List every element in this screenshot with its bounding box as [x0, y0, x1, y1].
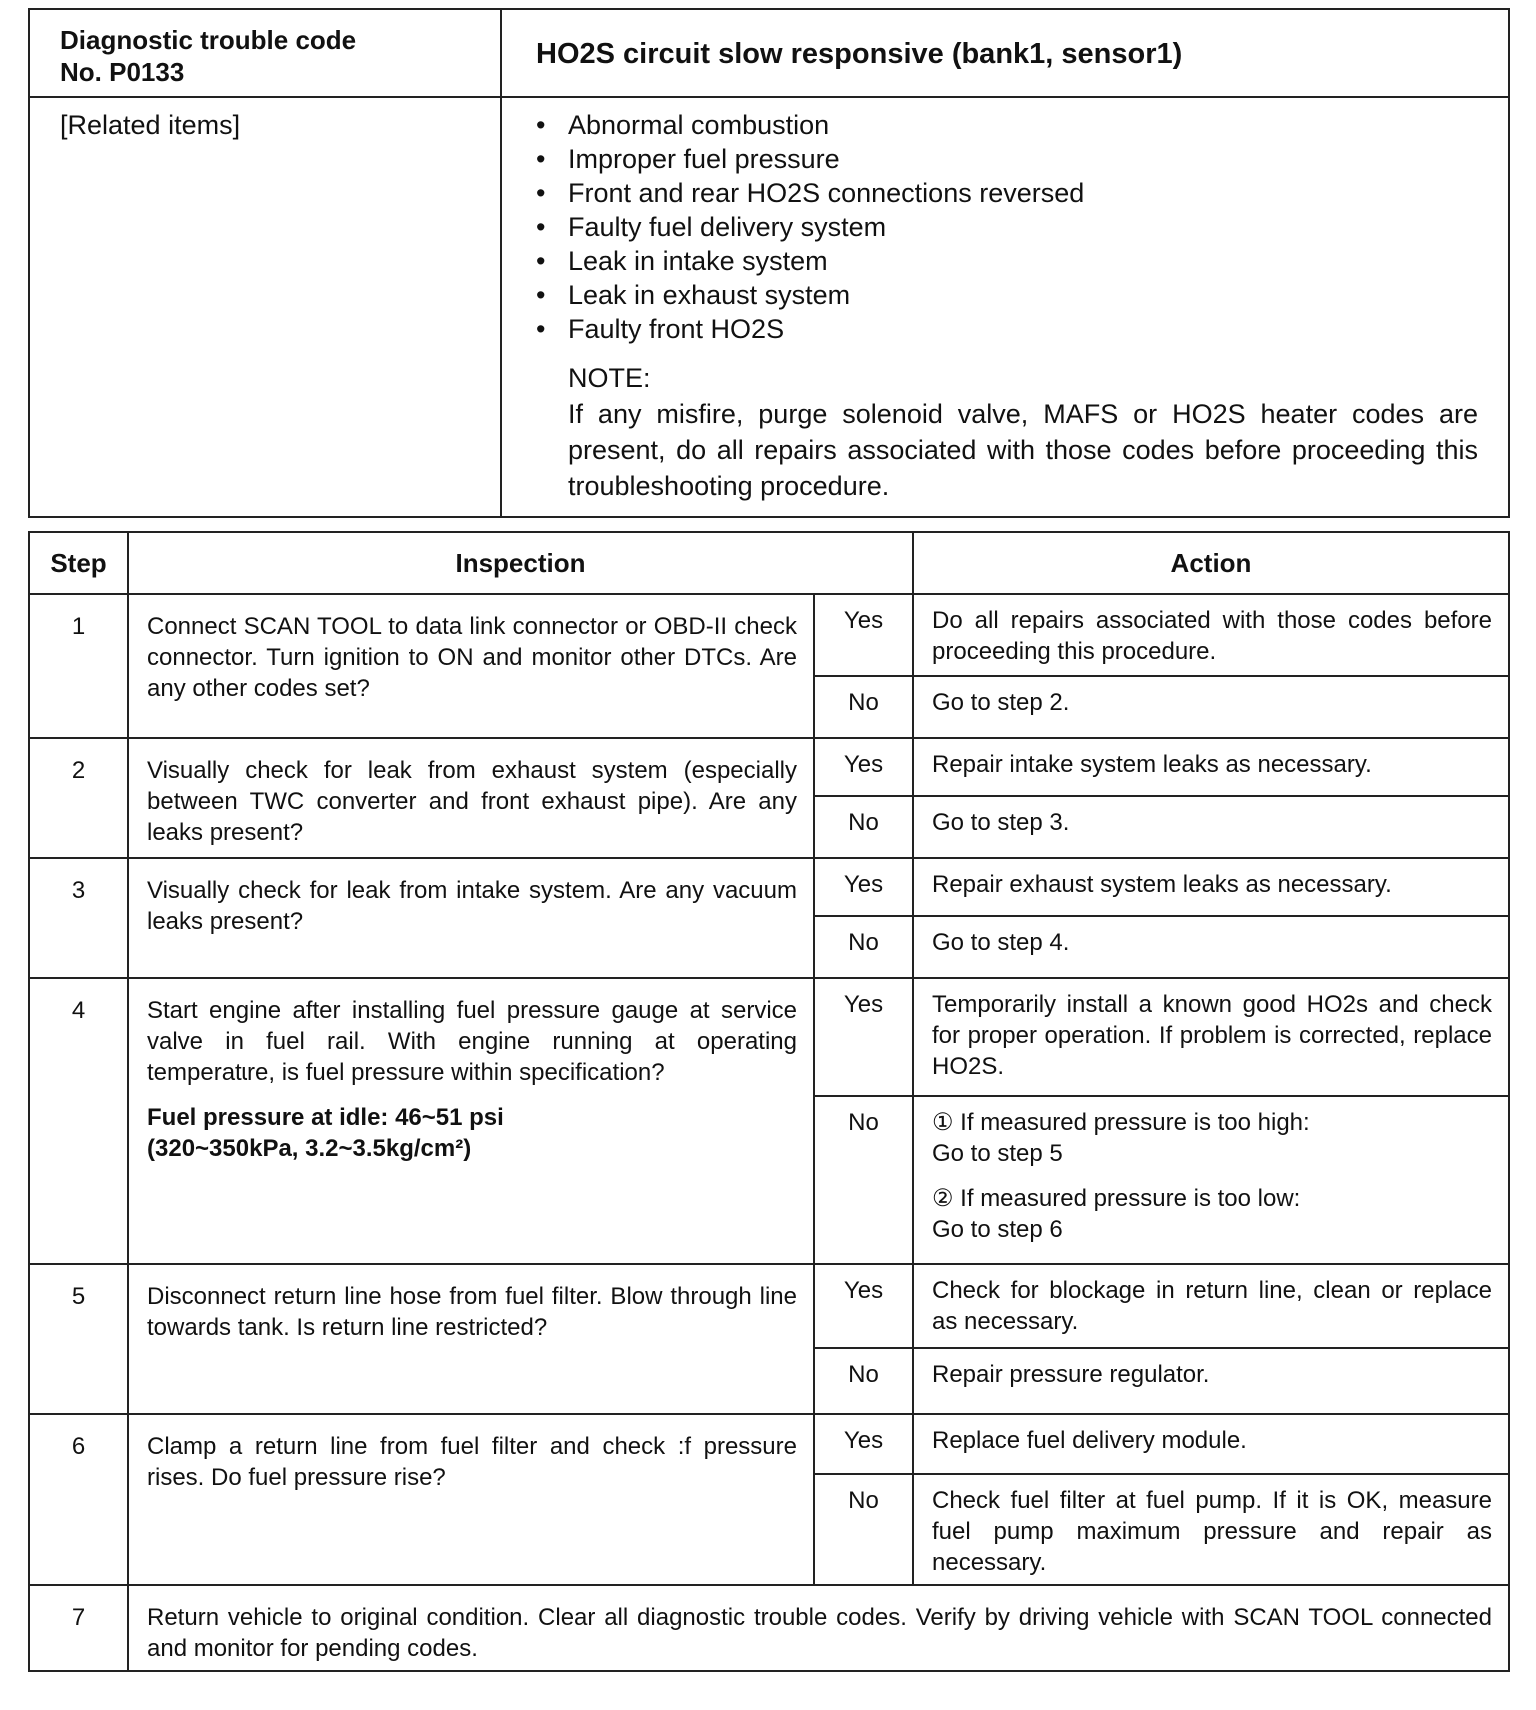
column-header-action: Action: [913, 532, 1509, 594]
list-item: • Abnormal combustion: [536, 108, 1478, 142]
dtc-title: HO2S circuit slow responsive (bank1, sensor1): [501, 9, 1509, 97]
dtc-code-label: Diagnostic trouble code: [60, 25, 357, 55]
table-row: [29, 738, 1509, 796]
final-step-text: Return vehicle to original condition. Clear all diagnostic trouble codes. Verify by driving vehicle with SCAN TOOL connected and monitor for pending codes.: [128, 1585, 1509, 1671]
action-no-goto: Go to step 6: [932, 1216, 1063, 1243]
note-label: NOTE:: [568, 363, 651, 393]
answer-yes: Yes: [814, 978, 913, 1096]
step-inspection: Start engine after installing fuel pressure gauge at service valve in fuel rail. With engine running at operating temperatɩre, is fuel pressure within specification?: [147, 997, 797, 1086]
troubleshooting-steps-table: [28, 531, 1510, 1672]
step-inspection: Visually check for leak from exhaust system (especially between TWC converter and front exhaust pipe). Are any leaks present?: [128, 738, 814, 858]
answer-no: No: [814, 916, 913, 978]
related-items-cell: [501, 97, 1509, 517]
table-row: [29, 1585, 1509, 1671]
step-number: 7: [29, 1585, 128, 1671]
action-no: Go to step 3.: [913, 796, 1509, 858]
step-inspection-cell: [128, 978, 814, 1264]
action-no-condition: ① If measured pressure is too high:: [932, 1109, 1310, 1136]
answer-no: No: [814, 1474, 913, 1585]
table-row: [29, 1414, 1509, 1474]
list-item: • Faulty front HO2S: [536, 312, 1478, 346]
answer-yes: Yes: [814, 1414, 913, 1474]
answer-yes: Yes: [814, 1264, 913, 1348]
step-number: 2: [29, 738, 128, 858]
table-header-row: [29, 532, 1509, 594]
list-item: • Faulty fuel delivery system: [536, 210, 1478, 244]
table-row: [29, 858, 1509, 916]
action-yes: Check for blockage in return line, clean or replace as necessary.: [913, 1264, 1509, 1348]
action-yes: Repair exhaust system leaks as necessary.: [913, 858, 1509, 916]
action-no: Go to step 2.: [913, 676, 1509, 738]
action-yes: Do all repairs associated with those codes before proceeding this procedure.: [913, 594, 1509, 676]
step-inspection: Visually check for leak from intake system. Are any vacuum leaks present?: [128, 858, 814, 978]
action-yes: Temporarily install a known good HO2s and check for proper operation. If problem is corrected, replace HO2S.: [913, 978, 1509, 1096]
step-number: 6: [29, 1414, 128, 1585]
table-row: [29, 594, 1509, 676]
column-header-step: Step: [29, 532, 128, 594]
answer-no: No: [814, 676, 913, 738]
answer-yes: Yes: [814, 858, 913, 916]
table-row: [29, 978, 1509, 1096]
list-item: • Leak in intake system: [536, 244, 1478, 278]
list-item: • Leak in exhaust system: [536, 278, 1478, 312]
action-no: Repair pressure regulator.: [913, 1348, 1509, 1414]
list-item: • Improper fuel pressure: [536, 142, 1478, 176]
note-block: [568, 360, 1478, 504]
related-items-list: [536, 108, 1478, 346]
action-no-goto: Go to step 5: [932, 1140, 1063, 1167]
answer-no: No: [814, 1096, 913, 1264]
dtc-code-number: No. P0133: [60, 57, 185, 87]
fuel-pressure-spec: [147, 1102, 797, 1164]
step-number: 3: [29, 858, 128, 978]
column-header-inspection: Inspection: [128, 532, 913, 594]
step-inspection: Connect SCAN TOOL to data link connector or OBD-II check connector. Turn ignition to ON and monitor other DTCs. Are any other codes set?: [128, 594, 814, 738]
note-text: If any misfire, purge solenoid valve, MAFS or HO2S heater codes are present, do all repairs associated with those codes before proceeding this troubleshooting procedure.: [568, 399, 1478, 501]
related-items-label: [Related items]: [29, 97, 501, 517]
step-number: 5: [29, 1264, 128, 1414]
list-item: • Front and rear HO2S connections reversed: [536, 176, 1478, 210]
answer-yes: Yes: [814, 594, 913, 676]
table-row: [29, 1264, 1509, 1348]
action-no: Check fuel filter at fuel pump. If it is OK, measure fuel pump maximum pressure and repair as necessary.: [913, 1474, 1509, 1585]
action-no-cell: [913, 1096, 1509, 1264]
answer-no: No: [814, 1348, 913, 1414]
step-number: 1: [29, 594, 128, 738]
step-inspection: Clamp a return line from fuel filter and check :f pressure rises. Do fuel pressure rise?: [128, 1414, 814, 1585]
step-number: 4: [29, 978, 128, 1264]
dtc-code-cell: [29, 9, 501, 97]
action-yes: Repair intake system leaks as necessary.: [913, 738, 1509, 796]
action-yes: Replace fuel delivery module.: [913, 1414, 1509, 1474]
spec-line: Fuel pressure at idle: 46~51 psi: [147, 1104, 504, 1131]
step-inspection: Disconnect return line hose from fuel filter. Blow through line towards tank. Is return line restricted?: [128, 1264, 814, 1414]
answer-no: No: [814, 796, 913, 858]
dtc-header-table: [28, 8, 1510, 518]
answer-yes: Yes: [814, 738, 913, 796]
spec-line: (320~350kPa, 3.2~3.5kg/cm²): [147, 1135, 472, 1162]
action-no: Go to step 4.: [913, 916, 1509, 978]
action-no-condition: ② If measured pressure is too low:: [932, 1185, 1301, 1212]
